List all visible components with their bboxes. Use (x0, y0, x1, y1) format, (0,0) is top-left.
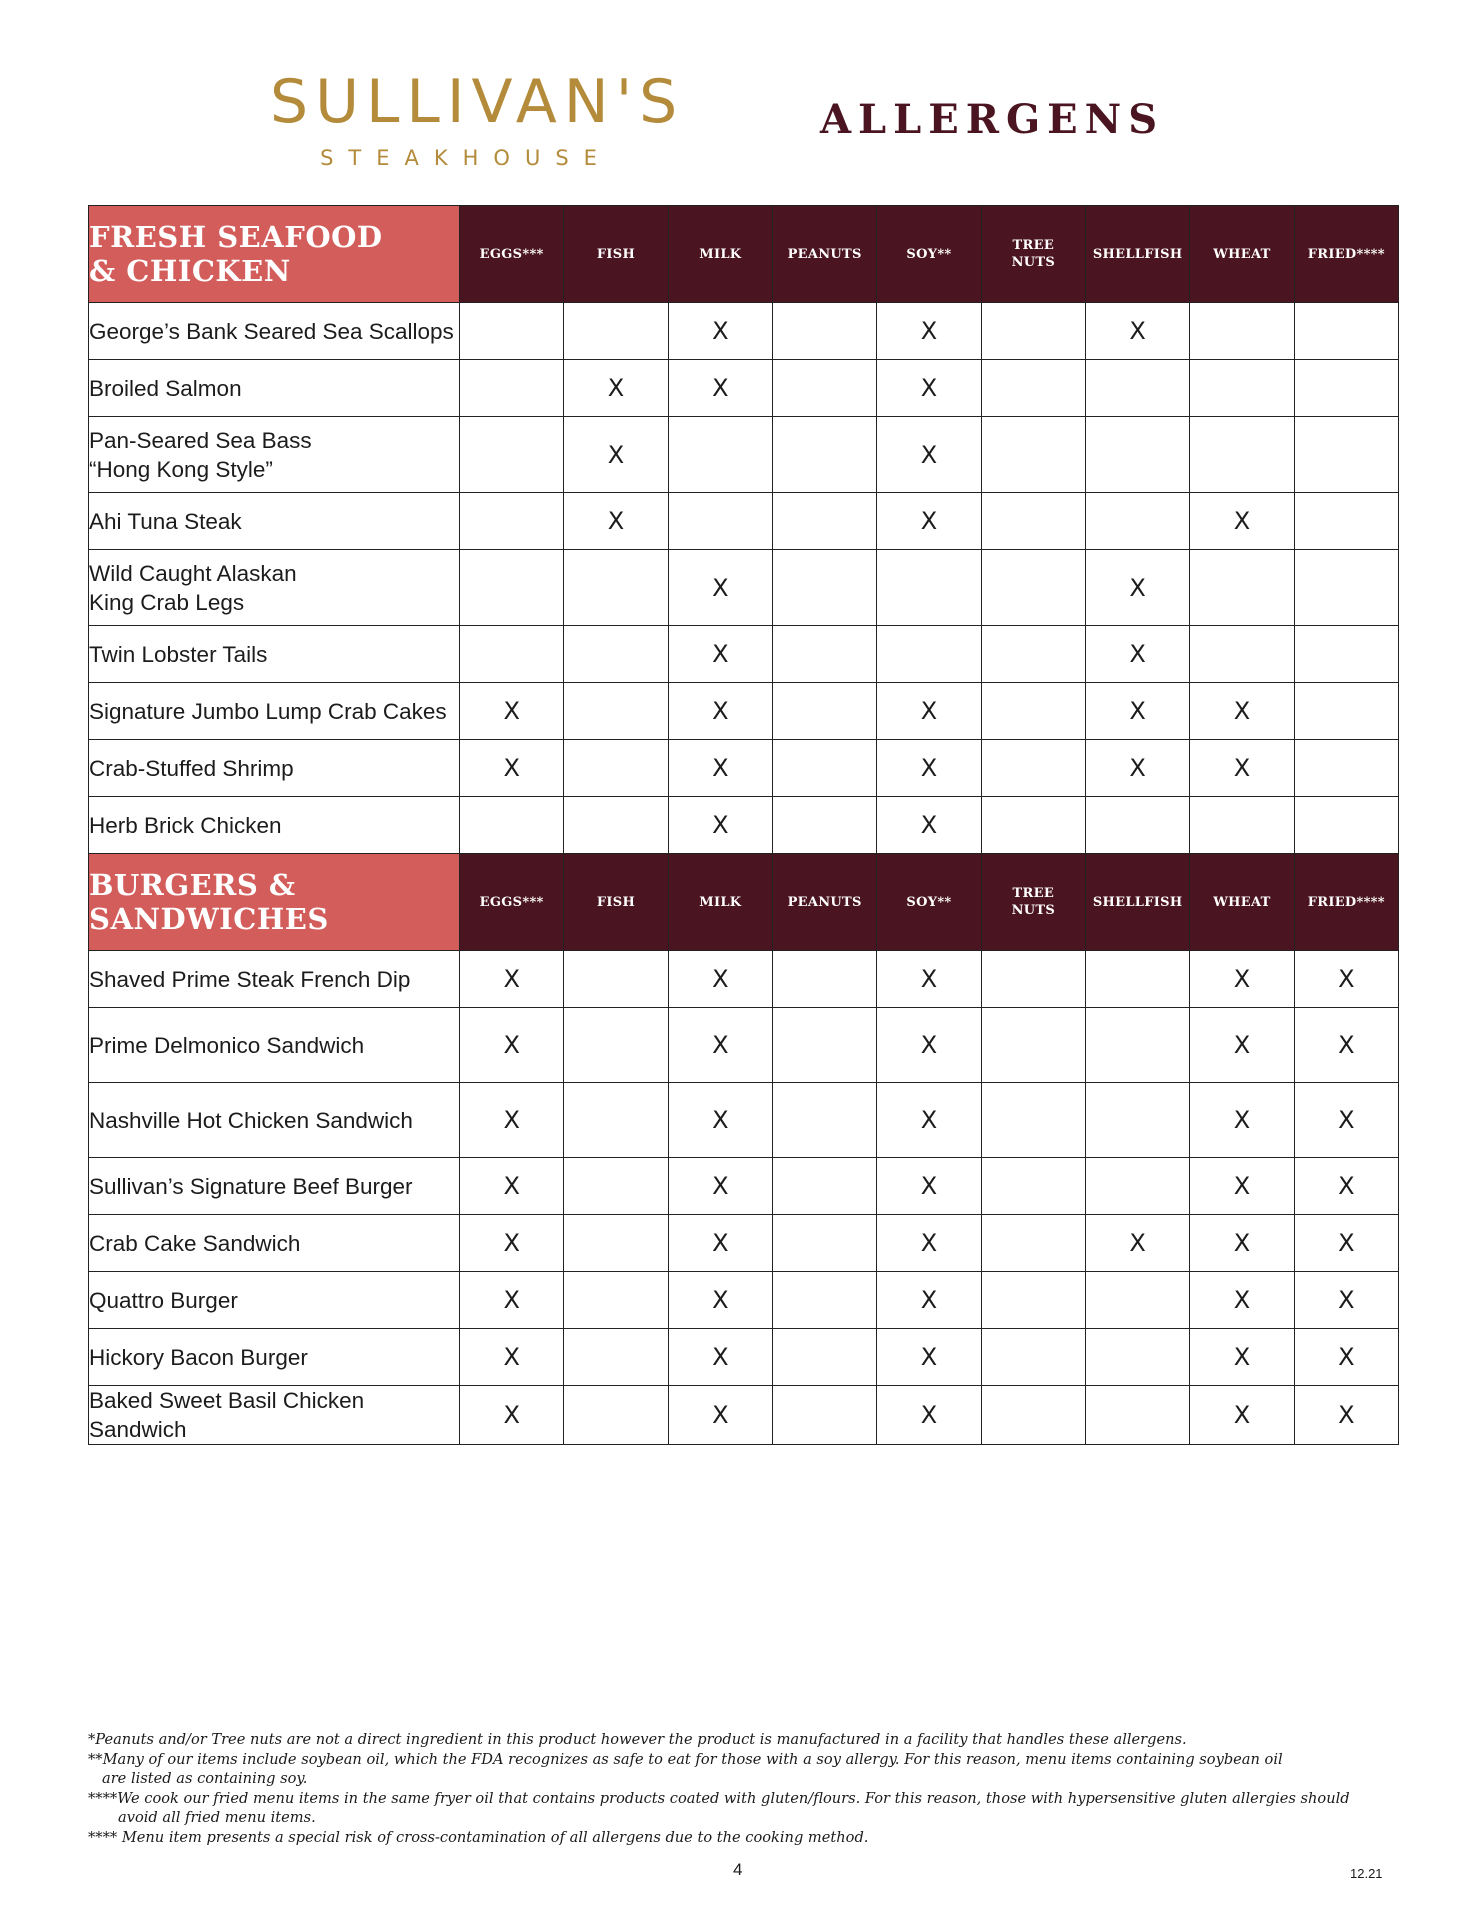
table-row (89, 740, 1399, 797)
menu-item-name-line: Ahi Tuna Steak (89, 508, 242, 534)
allergen-column-header: FISH (564, 206, 668, 303)
allergen-mark (1085, 493, 1189, 550)
allergen-mark (772, 1008, 876, 1083)
menu-item-name (89, 797, 460, 854)
allergen-mark (564, 951, 668, 1008)
allergen-mark: X (1294, 951, 1398, 1008)
menu-item-name (89, 1272, 460, 1329)
allergen-mark (1085, 951, 1189, 1008)
footnote-line: are listed as containing soy. (102, 1770, 308, 1787)
allergen-column-header: SOY** (877, 206, 981, 303)
allergen-mark (1294, 417, 1398, 493)
allergen-mark: X (668, 1215, 772, 1272)
allergen-mark (460, 797, 564, 854)
allergen-mark: X (1085, 740, 1189, 797)
allergen-mark: X (1190, 1008, 1294, 1083)
allergen-mark: X (460, 1083, 564, 1158)
allergen-table (88, 205, 1399, 1445)
allergen-column-header: FISH (564, 854, 668, 951)
menu-item-name-line: Hickory Bacon Burger (89, 1344, 308, 1370)
menu-item-name-line: King Crab Legs (89, 589, 245, 615)
allergen-mark: X (1085, 626, 1189, 683)
allergen-mark: X (1190, 1329, 1294, 1386)
allergen-mark: X (877, 493, 981, 550)
allergen-mark: X (668, 1008, 772, 1083)
table-row (89, 493, 1399, 550)
allergen-column-header: WHEAT (1190, 854, 1294, 951)
allergen-mark: X (1294, 1329, 1398, 1386)
allergen-mark (981, 493, 1085, 550)
allergen-mark (981, 740, 1085, 797)
allergen-mark (1085, 1008, 1189, 1083)
allergen-mark (772, 626, 876, 683)
menu-item-name-line: Crab-Stuffed Shrimp (89, 755, 294, 781)
allergen-mark: X (1085, 550, 1189, 626)
allergen-mark (981, 1329, 1085, 1386)
allergen-column-header: SHELLFISH (1085, 206, 1189, 303)
allergen-mark: X (668, 1272, 772, 1329)
allergen-mark (564, 1083, 668, 1158)
table-row (89, 1008, 1399, 1083)
allergen-mark: X (668, 360, 772, 417)
table-row (89, 1386, 1399, 1445)
allergen-mark: X (1190, 740, 1294, 797)
allergen-mark (1190, 626, 1294, 683)
allergen-mark (1085, 1272, 1189, 1329)
menu-item-name (89, 1215, 460, 1272)
allergen-mark (981, 951, 1085, 1008)
menu-item-name-line: Signature Jumbo Lump Crab Cakes (89, 698, 447, 724)
allergen-mark: X (1085, 303, 1189, 360)
table-row (89, 1083, 1399, 1158)
allergen-mark (981, 550, 1085, 626)
allergen-mark: X (460, 951, 564, 1008)
section-title-line: BURGERS & (89, 868, 296, 902)
allergen-mark: X (668, 683, 772, 740)
allergen-column-header: MILK (668, 206, 772, 303)
menu-item-name (89, 417, 460, 493)
document-code: 12.21 (1350, 1866, 1383, 1881)
menu-item-name-line: Pan-Seared Sea Bass (89, 427, 312, 453)
allergen-mark (1085, 1158, 1189, 1215)
menu-item-name-line: Herb Brick Chicken (89, 812, 282, 838)
allergen-mark: X (460, 1272, 564, 1329)
allergen-mark: X (877, 1329, 981, 1386)
footnote-line: avoid all fried menu items. (118, 1809, 316, 1826)
allergen-column-header: SOY** (877, 854, 981, 951)
allergen-mark: X (877, 360, 981, 417)
allergen-mark (564, 1272, 668, 1329)
allergen-mark: X (1190, 1158, 1294, 1215)
allergen-mark (981, 1215, 1085, 1272)
allergen-mark (877, 550, 981, 626)
allergen-mark: X (1190, 1272, 1294, 1329)
table-row (89, 683, 1399, 740)
allergen-mark: X (877, 1083, 981, 1158)
allergen-mark: X (564, 360, 668, 417)
allergen-mark (772, 1083, 876, 1158)
menu-item-name-line: Shaved Prime Steak French Dip (89, 966, 411, 992)
menu-item-name (89, 360, 460, 417)
allergen-mark: X (1294, 1272, 1398, 1329)
allergen-mark: X (460, 1329, 564, 1386)
sullivans-logo (270, 67, 685, 170)
allergen-mark (1294, 303, 1398, 360)
allergen-mark: X (668, 1083, 772, 1158)
allergen-mark (668, 493, 772, 550)
menu-item-name-line: Nashville Hot Chicken Sandwich (89, 1107, 413, 1133)
allergen-mark (460, 417, 564, 493)
allergen-mark: X (1190, 1386, 1294, 1445)
section-header-row (89, 206, 1399, 303)
allergen-mark: X (877, 1272, 981, 1329)
allergen-mark: X (668, 1329, 772, 1386)
footnote-line: ****We cook our fried menu items in the same fryer oil that contains products coated with gluten/flours. For this reason, those with hypersensitive gluten allergies should (88, 1789, 1350, 1807)
allergen-mark: X (1294, 1215, 1398, 1272)
page-number: 4 (733, 1860, 743, 1879)
allergen-mark: X (877, 951, 981, 1008)
allergen-mark: X (877, 1158, 981, 1215)
allergen-mark (1294, 360, 1398, 417)
allergen-mark (981, 626, 1085, 683)
menu-item-name-line: Baked Sweet Basil Chicken Sandwich (89, 1388, 365, 1442)
allergen-mark (564, 1158, 668, 1215)
allergen-mark (460, 626, 564, 683)
menu-item-name (89, 1386, 460, 1445)
allergen-mark (1294, 740, 1398, 797)
menu-item-name (89, 1008, 460, 1083)
allergen-column-header: FRIED**** (1294, 854, 1398, 951)
allergen-mark: X (460, 1215, 564, 1272)
allergen-mark: X (1190, 951, 1294, 1008)
menu-item-name-line: Wild Caught Alaskan (89, 560, 297, 586)
allergen-mark (772, 303, 876, 360)
allergen-mark: X (1190, 683, 1294, 740)
menu-item-name-line: Sullivan’s Signature Beef Burger (89, 1173, 413, 1199)
table-row (89, 1272, 1399, 1329)
allergen-column-header: PEANUTS (772, 854, 876, 951)
footnotes (88, 1730, 1408, 1847)
allergen-column-header: SHELLFISH (1085, 854, 1189, 951)
allergen-mark: X (668, 797, 772, 854)
menu-item-name (89, 740, 460, 797)
section-title-line: FRESH SEAFOOD (89, 220, 383, 254)
allergen-mark (877, 626, 981, 683)
allergen-mark (772, 1215, 876, 1272)
menu-item-name-line: “Hong Kong Style” (89, 456, 273, 482)
footnote-line: **** Menu item presents a special risk of cross-contamination of all allergens due to the cooking method. (88, 1828, 869, 1846)
allergen-mark (1085, 360, 1189, 417)
menu-item-name-line: Prime Delmonico Sandwich (89, 1032, 365, 1058)
allergen-mark (981, 797, 1085, 854)
menu-item-name (89, 1083, 460, 1158)
table-row (89, 1158, 1399, 1215)
menu-item-name (89, 626, 460, 683)
allergen-mark (772, 1329, 876, 1386)
allergen-mark (772, 360, 876, 417)
allergen-mark: X (877, 1215, 981, 1272)
allergen-mark (981, 303, 1085, 360)
allergen-mark (1085, 1083, 1189, 1158)
allergen-mark (772, 1272, 876, 1329)
allergen-mark (1085, 417, 1189, 493)
allergen-column-header: MILK (668, 854, 772, 951)
allergen-mark (772, 1158, 876, 1215)
allergen-mark (1294, 683, 1398, 740)
allergen-mark (981, 1083, 1085, 1158)
allergen-mark (564, 550, 668, 626)
allergen-mark (564, 1329, 668, 1386)
allergen-mark: X (1294, 1083, 1398, 1158)
allergen-mark: X (668, 550, 772, 626)
allergen-column-header: TREE NUTS (981, 854, 1085, 951)
logo-wordmark: SULLIVAN'S (270, 67, 685, 137)
allergen-mark (981, 1158, 1085, 1215)
menu-item-name (89, 550, 460, 626)
menu-item-name-line: Twin Lobster Tails (89, 641, 268, 667)
menu-item-name (89, 1329, 460, 1386)
allergen-mark (1190, 303, 1294, 360)
allergen-mark (460, 493, 564, 550)
table-row (89, 360, 1399, 417)
allergen-mark: X (877, 303, 981, 360)
allergen-mark (1294, 550, 1398, 626)
table-row (89, 626, 1399, 683)
allergen-mark (564, 797, 668, 854)
allergen-column-header: EGGS*** (460, 854, 564, 951)
allergen-mark (1190, 550, 1294, 626)
allergen-mark (772, 683, 876, 740)
allergen-mark (1190, 360, 1294, 417)
allergen-mark (981, 1386, 1085, 1445)
allergen-mark: X (668, 740, 772, 797)
allergen-mark (564, 740, 668, 797)
allergen-mark: X (460, 740, 564, 797)
menu-item-name-line: Crab Cake Sandwich (89, 1230, 301, 1256)
section-title (89, 854, 460, 951)
allergen-mark (981, 360, 1085, 417)
allergen-mark (772, 1386, 876, 1445)
allergen-mark: X (1294, 1008, 1398, 1083)
allergen-mark (460, 360, 564, 417)
allergen-mark (981, 683, 1085, 740)
allergen-mark: X (877, 1386, 981, 1445)
logo-tagline: STEAKHOUSE (320, 146, 612, 170)
allergen-mark: X (460, 1158, 564, 1215)
allergen-mark (772, 550, 876, 626)
allergen-mark: X (460, 683, 564, 740)
allergen-mark: X (460, 1386, 564, 1445)
footnote-line: **Many of our items include soybean oil, which the FDA recognizes as safe to eat for those with a soy allergy. For this reason, menu items containing soybean oil (88, 1750, 1283, 1768)
allergen-mark (772, 417, 876, 493)
table-row (89, 951, 1399, 1008)
table-row (89, 1329, 1399, 1386)
allergen-column-header: EGGS*** (460, 206, 564, 303)
allergen-mark: X (1190, 1083, 1294, 1158)
allergen-mark (772, 951, 876, 1008)
menu-item-name (89, 303, 460, 360)
section-header-row (89, 854, 1399, 951)
allergen-mark (564, 1215, 668, 1272)
footnote-line: *Peanuts and/or Tree nuts are not a direct ingredient in this product however the product is manufactured in a facility that handles these allergens. (88, 1731, 1187, 1748)
allergen-mark: X (668, 1158, 772, 1215)
allergen-mark (772, 797, 876, 854)
allergen-mark (772, 740, 876, 797)
allergen-mark: X (668, 626, 772, 683)
allergen-mark: X (877, 1008, 981, 1083)
table-row (89, 1215, 1399, 1272)
section-title-line: SANDWICHES (89, 902, 329, 936)
page-title: ALLERGENS (820, 96, 1165, 143)
allergen-mark: X (668, 1386, 772, 1445)
allergen-mark: X (564, 493, 668, 550)
allergen-mark: X (1294, 1158, 1398, 1215)
menu-item-name-line: Broiled Salmon (89, 375, 242, 401)
allergen-column-header: WHEAT (1190, 206, 1294, 303)
allergen-mark: X (1085, 683, 1189, 740)
menu-item-name (89, 493, 460, 550)
allergen-mark (981, 1008, 1085, 1083)
allergen-mark (1294, 797, 1398, 854)
menu-item-name (89, 951, 460, 1008)
allergen-mark (564, 1386, 668, 1445)
allergen-mark: X (668, 303, 772, 360)
allergen-mark (564, 303, 668, 360)
allergen-mark (564, 683, 668, 740)
allergen-mark (1294, 493, 1398, 550)
allergen-mark: X (1190, 1215, 1294, 1272)
allergen-column-header: FRIED**** (1294, 206, 1398, 303)
section-title-line: & CHICKEN (89, 254, 291, 288)
allergen-mark (1190, 417, 1294, 493)
allergen-mark (1085, 1386, 1189, 1445)
allergen-mark (1294, 626, 1398, 683)
table-row (89, 797, 1399, 854)
section-title (89, 206, 460, 303)
allergen-mark: X (1190, 493, 1294, 550)
allergen-column-header: TREE NUTS (981, 206, 1085, 303)
menu-item-name-line: George’s Bank Seared Sea Scallops (89, 318, 454, 344)
menu-item-name (89, 1158, 460, 1215)
allergen-mark (460, 550, 564, 626)
allergen-mark (981, 417, 1085, 493)
menu-item-name (89, 683, 460, 740)
allergen-mark (1085, 1329, 1189, 1386)
allergen-mark: X (877, 797, 981, 854)
allergen-mark: X (877, 683, 981, 740)
allergen-mark (460, 303, 564, 360)
allergen-mark (981, 1272, 1085, 1329)
allergen-mark: X (564, 417, 668, 493)
menu-item-name-line: Quattro Burger (89, 1287, 238, 1313)
allergen-mark (1085, 797, 1189, 854)
table-row (89, 303, 1399, 360)
allergen-mark: X (460, 1008, 564, 1083)
allergen-mark: X (1085, 1215, 1189, 1272)
allergen-mark: X (1294, 1386, 1398, 1445)
table-row (89, 550, 1399, 626)
allergen-mark (1190, 797, 1294, 854)
allergen-mark (668, 417, 772, 493)
allergen-mark: X (877, 417, 981, 493)
allergen-column-header: PEANUTS (772, 206, 876, 303)
allergen-mark (772, 493, 876, 550)
allergen-mark: X (877, 740, 981, 797)
allergen-mark (564, 1008, 668, 1083)
table-row (89, 417, 1399, 493)
allergen-mark: X (668, 951, 772, 1008)
allergen-mark (564, 626, 668, 683)
